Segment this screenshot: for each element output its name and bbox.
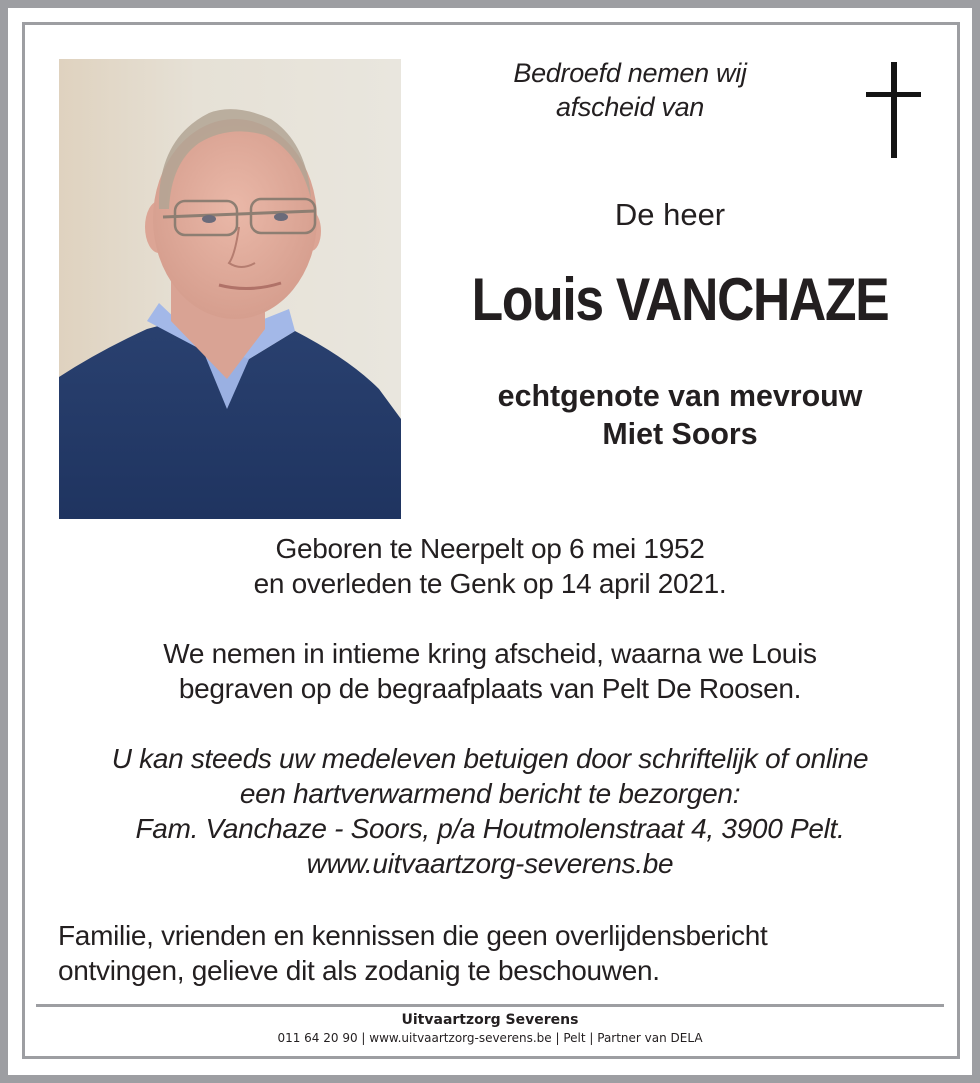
ceremony-line: begraven op de begraafplaats van Pelt De Roosen. — [178, 673, 802, 704]
condolence-website-link[interactable]: www.uitvaartzorg-severens.be — [306, 848, 674, 879]
intro-line: Bedroefd nemen wij — [513, 58, 747, 88]
family-note — [58, 918, 938, 988]
spouse-line: echtgenote van mevrouw — [497, 378, 863, 413]
ceremony-line: We nemen in intieme kring afscheid, waarna we Louis — [163, 638, 817, 669]
title-prefix: De heer — [614, 197, 726, 232]
intro-line: afscheid van — [556, 92, 704, 122]
family-note-line: Familie, vrienden en kennissen die geen overlijdensbericht — [58, 920, 768, 951]
birth-line: Geboren te Neerpelt op 6 mei 1952 — [275, 533, 705, 564]
portrait-image — [59, 59, 401, 519]
condolence-line: U kan steeds uw medeleven betuigen door schriftelijk of online — [111, 743, 869, 774]
portrait-photo — [59, 59, 401, 519]
funeral-home-name: Uitvaartzorg Severens — [401, 1012, 579, 1028]
condolence-line: een hartverwarmend bericht te bezorgen: — [239, 778, 741, 809]
spouse-info — [425, 377, 935, 453]
birth-death-text — [40, 531, 940, 601]
spouse-name: Miet Soors — [602, 416, 758, 451]
deceased-name: Louis VANCHAZE — [471, 266, 889, 333]
footer-divider — [36, 1004, 944, 1007]
condolence-text — [40, 741, 940, 881]
cross-icon — [891, 62, 897, 158]
ceremony-text — [40, 636, 940, 706]
death-line: en overleden te Genk op 14 april 2021. — [253, 568, 727, 599]
family-note-line: ontvingen, gelieve dit als zodanig te beschouwen. — [58, 955, 660, 986]
funeral-home-contact: 011 64 20 90 | www.uitvaartzorg-severens.be | Pelt | Partner van DELA — [277, 1031, 703, 1045]
cross-icon-bar — [866, 92, 921, 97]
intro-text — [430, 56, 830, 124]
condolence-address: Fam. Vanchaze - Soors, p/a Houtmolenstraat 4, 3900 Pelt. — [135, 813, 845, 844]
